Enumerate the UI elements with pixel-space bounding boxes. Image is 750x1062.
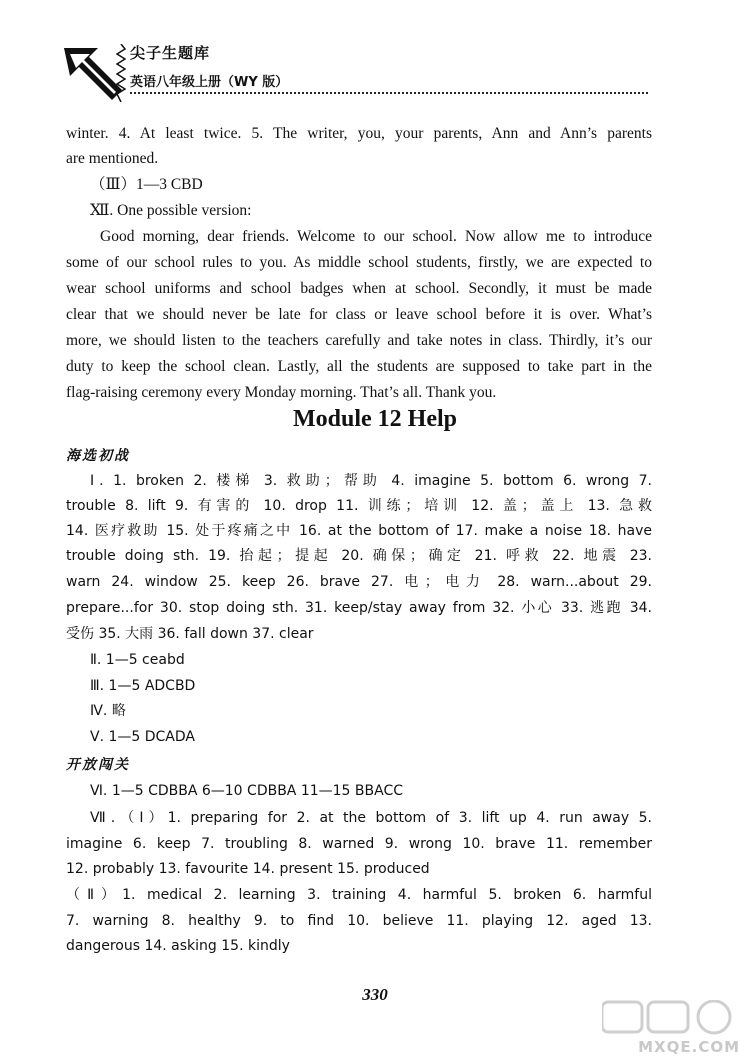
watermark-text: MXQE.COM — [638, 1038, 740, 1056]
answer-line: （Ⅲ）1—3 CBD — [90, 176, 203, 193]
answer-line: Ⅴ. 1—5 DCADA — [90, 729, 195, 745]
answer-line: Ⅻ. One possible version: — [90, 202, 252, 219]
page-header — [58, 36, 658, 106]
answer-line: Ⅳ. 略 — [90, 703, 126, 719]
answer-line: 14. 医疗救助 15. 处于疼痛之中 16. at the bottom of 17. make a noise 18. have — [66, 523, 652, 539]
answer-line: trouble doing sth. 19. 抬起；提起 20. 确保；确定 21. 呼救 22. 地震 23. — [66, 548, 652, 564]
essay-line: some of our school rules to you. As middle school students, firstly, we are expected to — [66, 254, 652, 271]
answer-line: （Ⅱ）1. medical 2. learning 3. training 4. harmful 5. broken 6. harmful — [66, 887, 652, 903]
answer-line: winter. 4. At least twice. 5. The writer, you, your parents, Ann and Ann’s parents — [66, 125, 652, 142]
answer-line: imagine 6. keep 7. troubling 8. warned 9. wrong 10. brave 11. remember — [66, 836, 652, 852]
answer-line: Ⅵ. 1—5 CDBBA 6—10 CDBBA 11—15 BBACC — [90, 783, 404, 799]
answer-line: 受伤 35. 大雨 36. fall down 37. clear — [66, 626, 314, 642]
answer-line: 12. probably 13. favourite 14. present 15. produced — [66, 861, 430, 877]
section-heading: 海选初战 — [66, 448, 130, 464]
essay-line: flag-raising ceremony every Monday morning. That’s all. Thank you. — [66, 384, 497, 401]
essay-line: more, we should listen to the teachers carefully and take notes in class. Thirdly, it’s our — [66, 332, 652, 349]
header-divider — [130, 92, 648, 94]
answer-line: Ⅰ. 1. broken 2. 楼梯 3. 救助；帮助 4. imagine 5. bottom 6. wrong 7. — [90, 473, 652, 489]
essay-line: Good morning, dear friends. Welcome to our school. Now allow me to introduce — [100, 228, 652, 245]
page-number: 330 — [362, 985, 388, 1004]
book-title: 尖子生题库 — [130, 44, 211, 62]
decorative-zigzag-icon — [116, 44, 126, 102]
module-title: Module 12 Help — [292, 406, 457, 432]
answer-line: are mentioned. — [66, 150, 159, 167]
answer-line: trouble 8. lift 9. 有害的 10. drop 11. 训练；培训 12. 盖；盖上 13. 急救 — [66, 498, 652, 514]
answer-line: prepare...for 30. stop doing sth. 31. keep/stay away from 32. 小心 33. 逃跑 34. — [66, 600, 652, 616]
answer-line: Ⅱ. 1—5 ceabd — [90, 652, 185, 668]
answer-line: dangerous 14. asking 15. kindly — [66, 938, 290, 954]
answer-line: 7. warning 8. healthy 9. to find 10. believe 11. playing 12. aged 13. — [66, 913, 652, 929]
essay-line: duty to keep the school clean. Lastly, all the students are supposed to take part in the — [66, 358, 652, 375]
answer-line: Ⅲ. 1—5 ADCBD — [90, 678, 196, 694]
answer-line: Ⅶ.（Ⅰ）1. preparing for 2. at the bottom of 3. lift up 4. run away 5. — [90, 810, 652, 826]
essay-line: wear school uniforms and school badges when at school. Secondly, it must be made — [66, 280, 652, 297]
book-subtitle: 英语八年级上册（WY 版） — [130, 75, 289, 90]
essay-line: clear that we should never be late for class or leave school before it is over. What’s — [66, 306, 652, 323]
section-heading: 开放闯关 — [66, 757, 130, 773]
answer-line: warn 24. window 25. keep 26. brave 27. 电；电力 28. warn...about 29. — [66, 574, 652, 590]
